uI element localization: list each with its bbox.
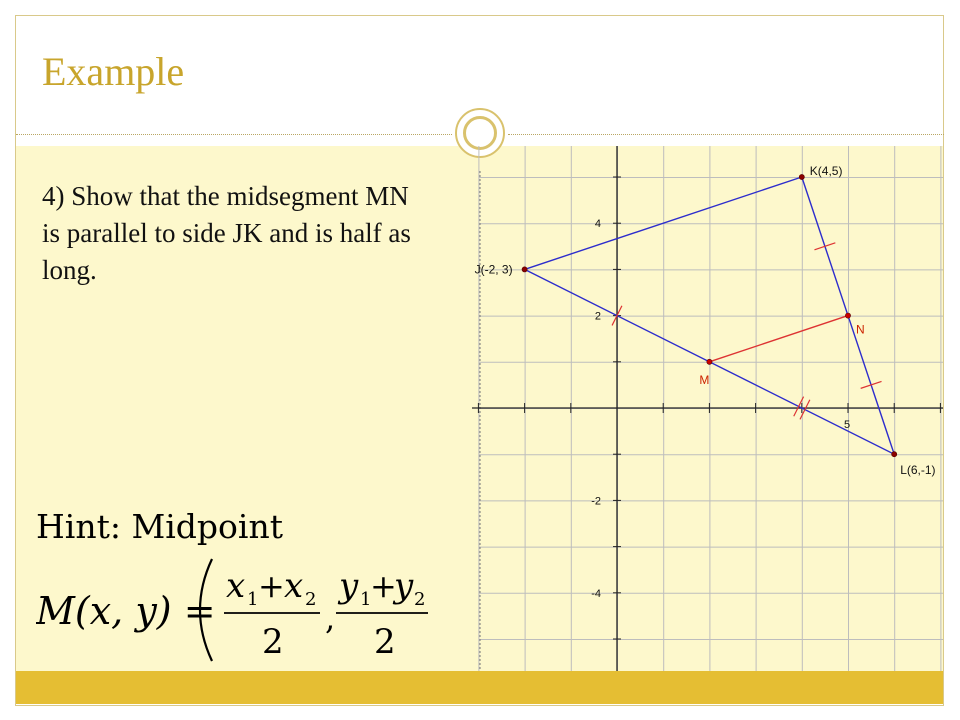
hint-title: Hint: Midpoint [36,507,283,546]
point-label-k: K(4,5) [809,164,843,178]
formula-y2-sub: 2 [414,589,426,610]
formula-den-x: 2 [262,622,284,662]
formula-den-y: 2 [374,622,396,662]
x-tick-label: 5 [844,419,851,431]
formula-x1: x [226,566,246,606]
point-label-l: L(6,-1) [900,463,936,478]
formula-comma: , [325,599,336,637]
formula-plus-2: + [370,567,397,605]
congruence-tick [814,243,835,250]
midpoint-formula [36,553,436,668]
formula-x1-sub: 1 [247,589,259,610]
point-label-n: N [856,322,865,337]
y-tick-label: 2 [594,310,601,323]
point-k [799,174,804,179]
point-label-m: M [699,372,710,387]
formula-lhs: M(x, y) = [36,589,216,633]
point-label-j: J(-2, 3) [474,262,513,277]
y-tick-label: -2 [591,495,601,508]
segment-mn [709,316,848,362]
point-n [845,313,850,318]
point-m [707,359,712,364]
y-tick-label: 4 [594,218,601,231]
formula-x2: x [284,566,304,606]
y-tick-label: -4 [591,587,601,600]
formula-y2: y [394,566,414,606]
title-separator-right [508,134,944,135]
title-separator-left [16,134,452,135]
formula-y1-sub: 1 [360,589,372,610]
point-j [522,267,527,272]
footer-bar [16,671,943,704]
congruence-tick [861,381,882,388]
point-l [892,452,897,457]
formula-x2-sub: 2 [305,589,317,610]
formula-plus: + [258,567,285,605]
coordinate-plane [467,146,943,671]
slide-title: Example [42,49,185,94]
formula-y1: y [339,566,359,606]
problem-text: 4) Show that the midsegment MN is parallel to side JK and is half as long. [42,181,411,285]
